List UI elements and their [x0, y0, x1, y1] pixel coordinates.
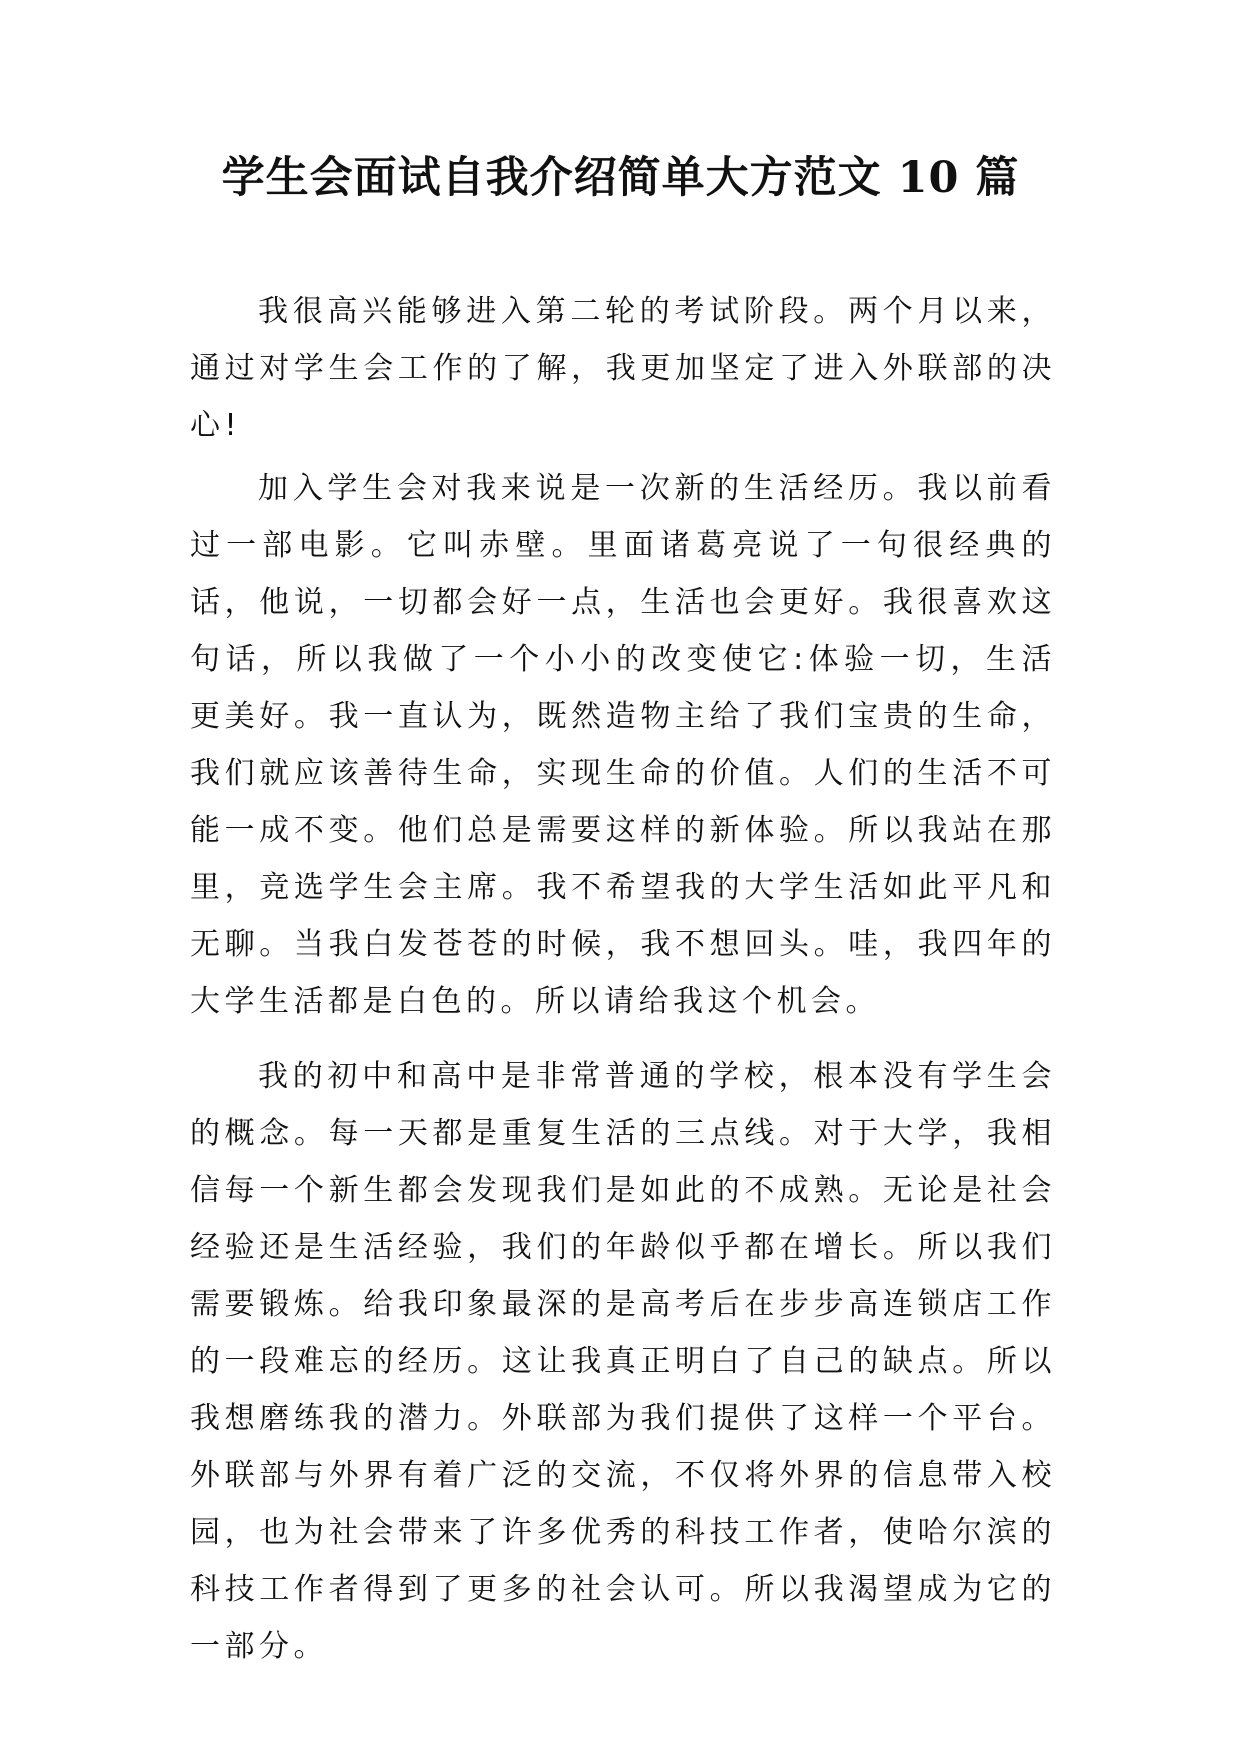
paragraph-3: 我的初中和高中是非常普通的学校，根本没有学生会的概念。每一天都是重复生活的三点线。对于大学，我相信每一个新生都会发现我们是如此的不成熟。无论是社会经验还是生活经验，我们的年龄似乎都在增长。所以我们需要锻炼。给我印象最深的是高考后在步步高连锁店工作的一段难忘的经历。这让我真正明白了自己的缺点。所以我想磨练我的潜力。外联部为我们提供了这样一个平台。外联部与外界有着广泛的交流，不仅将外界的信息带入校园，也为社会带来了许多优秀的科技工作者，使哈尔滨的科技工作者得到了更多的社会认可。所以我渴望成为它的一部分。: [190, 1059, 1056, 1664]
paragraph-2: 加入学生会对我来说是一次新的生活经历。我以前看过一部电影。它叫赤壁。里面诸葛亮说了一句很经典的话，他说，一切都会好一点，生活也会更好。我很喜欢这句话，所以我做了一个小小的改变使它:体验一切，生活更美好。我一直认为，既然造物主给了我们宝贵的生命，我们就应该善待生命，实现生命的价值。人们的生活不可能一成不变。他们总是需要这样的新体验。所以我站在那里，竞选学生会主席。我不希望我的大学生活如此平凡和无聊。当我白发苍苍的时候，我不想回头。哇，我四年的大学生活都是白色的。所以请给我这个机会。: [190, 471, 1056, 1019]
document-body: [190, 283, 1056, 1675]
document-title: 学生会面试自我介绍简单大方范文 10 篇: [221, 153, 1020, 203]
paragraph-1: 我很高兴能够进入第二轮的考试阶段。两个月以来，通过对学生会工作的了解，我更加坚定了进入外联部的决心!: [190, 294, 1056, 443]
